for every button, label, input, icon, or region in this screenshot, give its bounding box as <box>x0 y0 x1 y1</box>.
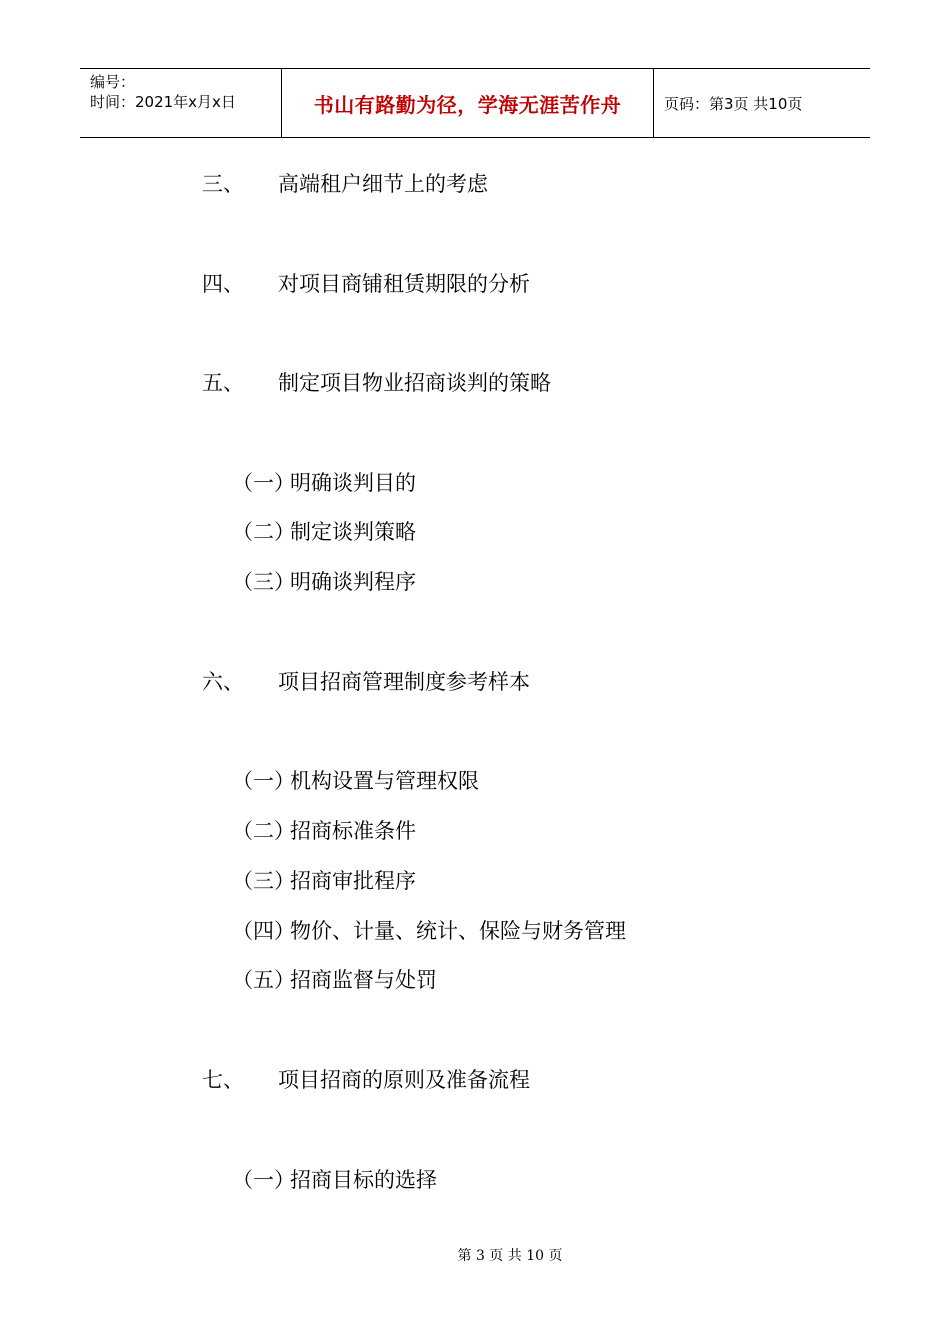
header-page-info: 页码：第3页 共10页 <box>664 94 803 113</box>
number-label: 编号： <box>90 73 136 91</box>
subheading-text: 招商目标的选择 <box>290 1168 437 1192</box>
heading-text: 项目招商的原则及准备流程 <box>278 1068 530 1092</box>
heading-text: 高端租户细节上的考虑 <box>278 172 488 196</box>
header-motto: 书山有路勤为径，学海无涯苦作舟 <box>281 69 654 137</box>
subheading-number: （五） <box>232 968 295 992</box>
subheading-number: （二） <box>232 819 295 843</box>
heading-text: 制定项目物业招商谈判的策略 <box>278 371 551 395</box>
heading-number: 六、 <box>202 670 244 694</box>
header-meta <box>80 69 281 137</box>
subheading-number: （一） <box>232 1168 295 1192</box>
subheading-text: 物价、计量、统计、保险与财务管理 <box>290 919 626 943</box>
subheading-text: 招商审批程序 <box>290 869 416 893</box>
heading-number: 七、 <box>202 1068 244 1092</box>
time-label: 时间：2021年x月x日 <box>90 93 236 111</box>
subheading-number: （四） <box>232 919 295 943</box>
heading-text: 项目招商管理制度参考样本 <box>278 670 530 694</box>
heading-number: 四、 <box>202 272 244 296</box>
subheading-number: （二） <box>232 520 295 544</box>
subheading-number: （一） <box>232 471 295 495</box>
subheading-text: 招商监督与处罚 <box>290 968 437 992</box>
heading-number: 三、 <box>202 172 244 196</box>
subheading-text: 招商标准条件 <box>290 819 416 843</box>
subheading-text: 明确谈判目的 <box>290 471 416 495</box>
page-header <box>80 68 870 138</box>
page-footer: 第 3 页 共 10 页 <box>457 1248 563 1264</box>
subheading-text: 明确谈判程序 <box>290 570 416 594</box>
subheading-text: 制定谈判策略 <box>290 520 416 544</box>
subheading-number: （三） <box>232 869 295 893</box>
subheading-number: （一） <box>232 769 295 793</box>
heading-number: 五、 <box>202 371 244 395</box>
subheading-number: （三） <box>232 570 295 594</box>
heading-text: 对项目商铺租赁期限的分析 <box>278 272 530 296</box>
subheading-text: 机构设置与管理权限 <box>290 769 479 793</box>
